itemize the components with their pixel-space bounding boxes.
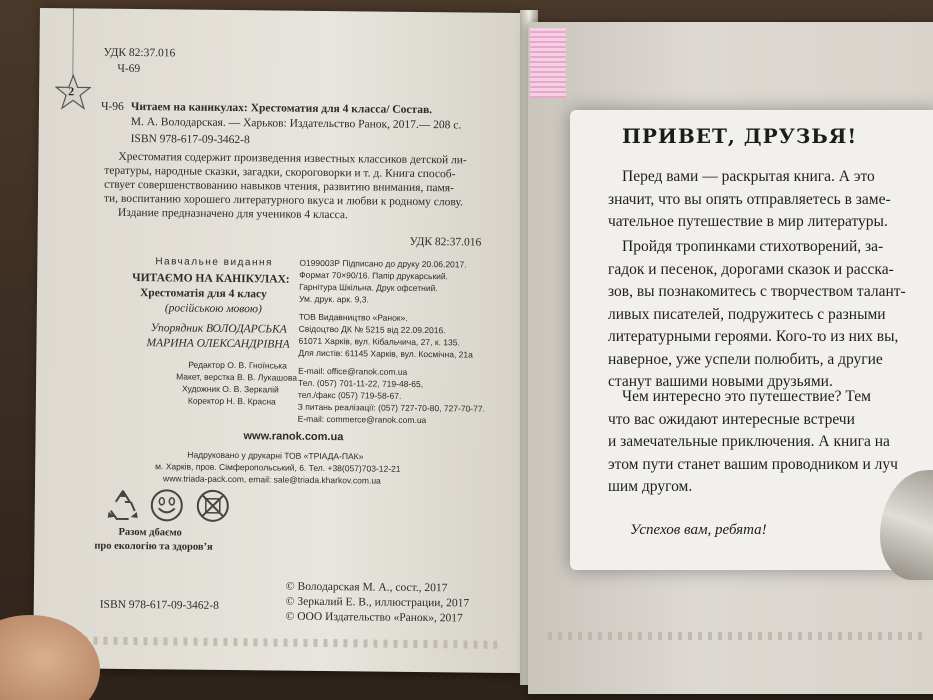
print-info: Гарнітура Шкільна. Друк офсетний. xyxy=(299,281,438,294)
publisher-info: ТОВ Видавництво «Ранок». xyxy=(298,311,408,323)
annotation-line: Хрестоматия содержит произведения известных классиков детской ли- xyxy=(118,150,467,167)
bookmark-thread xyxy=(72,8,74,78)
paragraph-2 xyxy=(608,236,933,394)
eco-line-2: про екологію та здоров’я xyxy=(94,540,213,553)
text-line: Чем интересно это путешествие? Тем xyxy=(622,388,871,405)
text-line: зов, вы познакомитесь с творчеством талант- xyxy=(608,283,906,300)
paragraph-1 xyxy=(608,166,933,234)
publisher-info: 61071 Харків, вул. Кібальчича, 27, к. 135. xyxy=(298,335,460,348)
print-info: Ум. друк. арк. 9,3. xyxy=(298,293,369,305)
edition-type: Навчальне видання xyxy=(155,256,273,269)
decorative-border xyxy=(548,632,928,640)
compiler-label: Упорядник ВОЛОДАРСЬКА xyxy=(150,322,287,336)
website: www.ranok.com.ua xyxy=(243,430,344,444)
contact-line: E-mail: office@ranok.com.ua xyxy=(298,365,408,377)
contact-line: E-mail: commerce@ranok.com.ua xyxy=(297,413,427,426)
compiler-name: МАРИНА ОЛЕКСАНДРІВНА xyxy=(146,337,290,351)
printer-line: www.triada-pack.com, email: sale@triada.kharkov.com.ua xyxy=(163,473,381,486)
udk-top: УДК 82:37.016 xyxy=(103,46,176,60)
book-subtitle: Хрестоматія для 4 класу xyxy=(139,287,267,301)
text-line: значит, что вы опять отправляетесь в заме- xyxy=(608,190,891,208)
text-line: наверное, уже успели полюбить, а другие xyxy=(608,350,883,368)
annotation-line: ти, воспитанию хорошего литературного вкуса и любви к родному слову. xyxy=(103,192,463,209)
text-line: Перед вами — раскрытая книга. А это xyxy=(622,168,875,185)
biblio-line-2: М. А. Володарская. — Харьков: Издательство Ранок, 2017.— 208 с. xyxy=(130,115,462,132)
publisher-info: Для листів: 61145 Харків, вул. Космічна, 21а xyxy=(298,347,473,360)
contact-line: тел./факс (057) 719-58-67. xyxy=(297,389,402,401)
udk-bottom: УДК 82:37.016 xyxy=(409,235,482,249)
text-line: чательное путешествие в мир литературы. xyxy=(608,213,888,230)
annotation-line: тературы, народные сказки, загадки, скороговорки и т. д. Книга способ- xyxy=(104,164,456,181)
book-language: (російською мовою) xyxy=(164,302,262,316)
copyright-line: © ООО Издательство «Ранок», 2017 xyxy=(285,610,463,625)
recycle-icon xyxy=(105,487,141,523)
text-line: что вас ожидают интересные встречи xyxy=(608,410,855,428)
paragraph-3 xyxy=(608,386,933,499)
no-food-icon xyxy=(195,488,231,524)
copyright-line: © Зеркалий Е. В., иллюстрации, 2017 xyxy=(285,595,470,610)
isbn-line: ISBN 978-617-09-3462-8 xyxy=(130,132,250,147)
publisher-info: Свідоцтво ДК № 5215 від 22.09.2016. xyxy=(298,323,446,336)
text-line: и замечательные приключения. А книга на xyxy=(608,433,890,450)
printer-line: м. Харків, пров. Сімферопольський, 6. Тел. +38(057)703-12-21 xyxy=(155,461,401,474)
printer-line: Надруковано у друкарні ТОВ «ТРІАДА-ПАК» xyxy=(187,449,364,462)
code-ch69: Ч-69 xyxy=(117,62,141,76)
staff-line: Редактор О. В. Гноїнська xyxy=(188,359,287,371)
staff-line: Художник О. В. Зеркалій xyxy=(181,383,279,395)
text-line: этом пути станет вашим проводником и луч xyxy=(608,455,898,473)
pink-tab xyxy=(530,28,566,98)
annotation-line: ствует совершенствованию навыков чтения, развитию внимания, памя- xyxy=(104,178,454,195)
print-info: О199003Р Підписано до друку 20.06.2017. xyxy=(299,257,467,270)
contact-line: З питань реалізації: (057) 727-70-80, 727-70-77. xyxy=(297,401,486,414)
greeting-title: ПРИВЕТ, ДРУЗЬЯ! xyxy=(622,124,858,148)
eco-line-1: Разом дбаємо xyxy=(118,526,182,539)
text-line: ливых писателей, подружитесь с разными xyxy=(608,305,886,323)
staff-line: Коректор Н. В. Красна xyxy=(187,395,276,407)
text-line: станут вашими новыми друзьями. xyxy=(608,373,833,390)
left-page xyxy=(33,8,528,673)
copyright-line: © Володарская М. А., сост., 2017 xyxy=(285,580,448,595)
staff-line: Макет, верстка В. В. Лукашова xyxy=(176,371,298,383)
annotation-line: Издание предназначено для учеников 4 класса. xyxy=(117,206,348,222)
text-line: Пройдя тропинками стихотворений, за- xyxy=(622,238,884,255)
biblio-line-1: Читаем на каникулах: Хрестоматия для 4 класса/ Состав. xyxy=(130,100,433,117)
code-ch96: Ч-96 xyxy=(100,100,124,113)
book-title: ЧИТАЄМО НА КАНІКУЛАХ: xyxy=(132,271,290,286)
star-number: 2 xyxy=(68,84,75,99)
contact-line: Тел. (057) 701-11-22, 719-48-65, xyxy=(298,377,424,390)
isbn-bottom: ISBN 978-617-09-3462-8 xyxy=(99,598,219,612)
text-line: литературными героями. Кого-то из них вы, xyxy=(608,328,899,345)
print-info: Формат 70×90/16. Папір друкарський. xyxy=(299,269,449,282)
sign-off: Успехов вам, ребята! xyxy=(630,522,767,538)
smiley-icon xyxy=(149,487,185,523)
text-line: гадок и песенок, дорогами сказок и расска- xyxy=(608,260,894,278)
text-line: шим другом. xyxy=(608,478,693,495)
decorative-border xyxy=(53,636,503,649)
